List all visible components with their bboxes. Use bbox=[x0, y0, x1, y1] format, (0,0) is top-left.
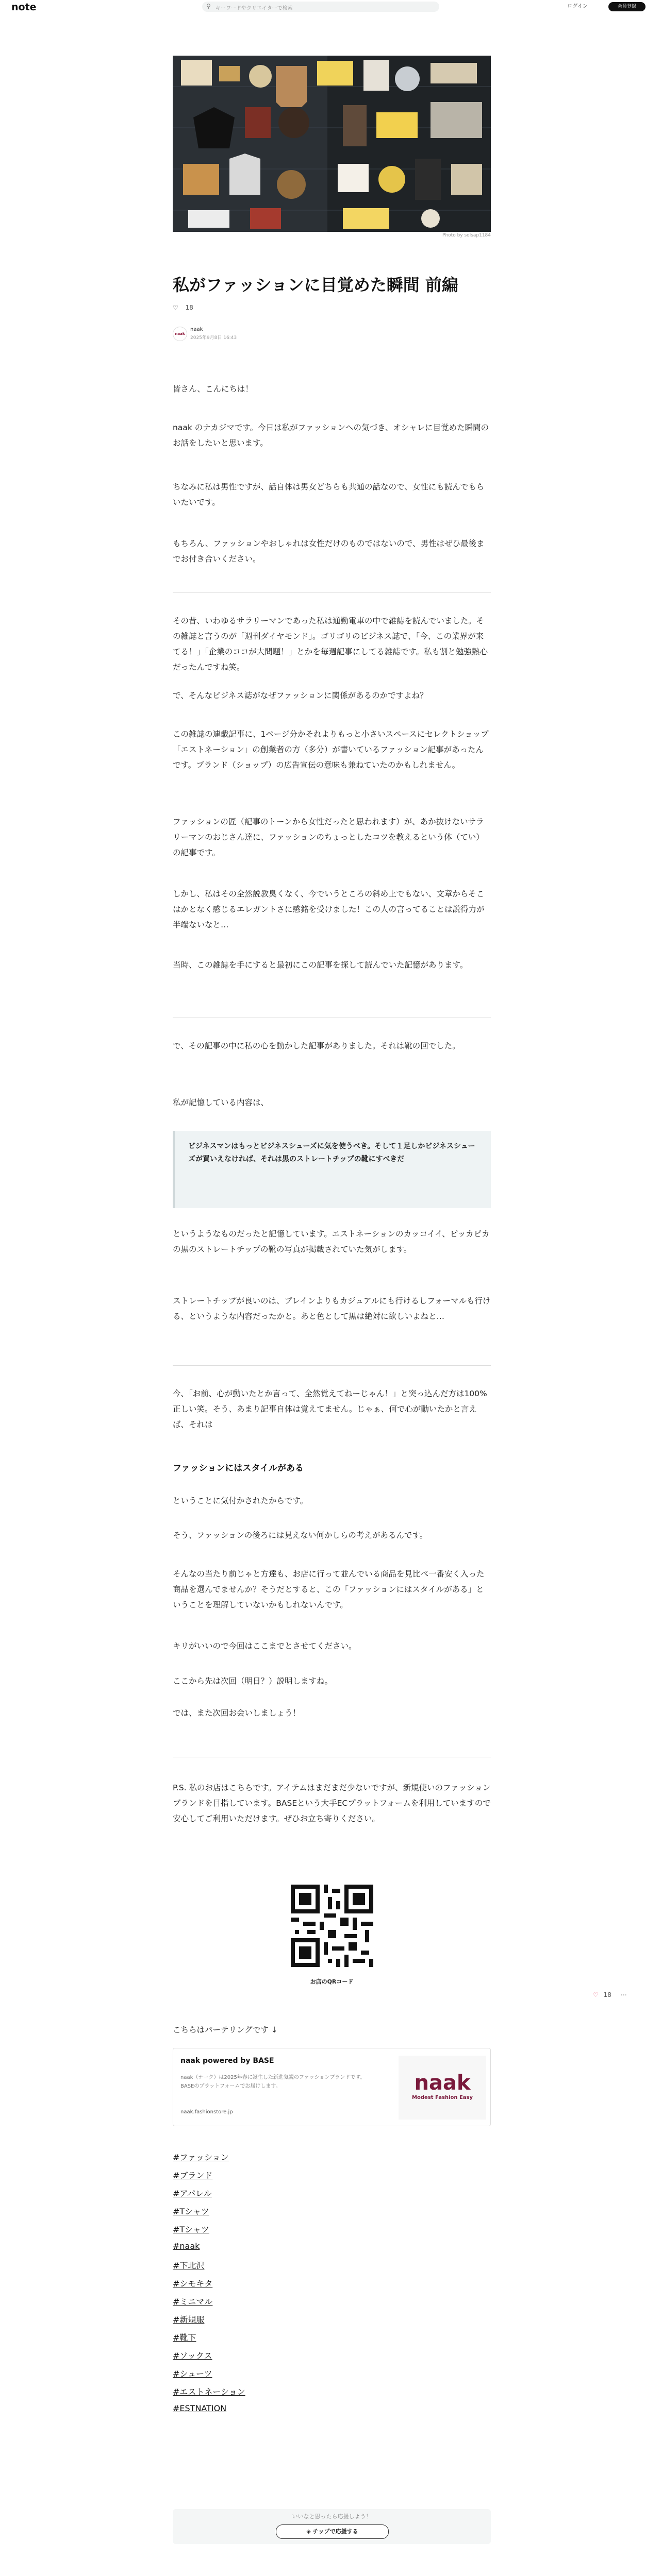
qr-caption: お店のQRコード bbox=[310, 1978, 354, 1985]
note-logo[interactable]: note bbox=[11, 2, 37, 13]
paragraph: そんなの当たり前じゃと方達も、お店に行って並んでいる商品を見比べ一番安く入った商品を選んでませんか？そうだとすると、この「ファッションにはスタイルがある」ということを理解していないかもしれないんです。 bbox=[173, 1569, 485, 1609]
paragraph: 私が記憶している内容は、 bbox=[173, 1098, 269, 1107]
qr-code-icon bbox=[287, 1880, 377, 1971]
heart-icon[interactable]: ♡ bbox=[173, 304, 178, 311]
naak-logo bbox=[399, 2056, 486, 2120]
paragraph: その昔、いわゆるサラリーマンであった私は通勤電車の中で雑誌を読んでいました。その雑誌と言うのが「週刊ダイヤモンド」。ゴリゴリのビジネス誌で、「今、この業界が来てる！」「企業のココが大問題！」とかを毎週記事にしてる雑誌です。私も割と勉強熱心だったんですね笑。 bbox=[173, 616, 488, 672]
tip-button[interactable] bbox=[276, 2524, 389, 2539]
paragraph: もちろん、ファッションやおしゃれは女性だけのものではないので、男性はぜひ最後までお付き合いください。 bbox=[173, 539, 485, 564]
hashtag-link[interactable]: #下北沢 bbox=[173, 2261, 205, 2270]
signup-button[interactable]: 会員登録 bbox=[608, 2, 646, 11]
tip-button-label: チップで応援する bbox=[312, 2528, 358, 2535]
paragraph: ここから先は次回（明日？）説明しますね。 bbox=[173, 1676, 333, 1686]
support-box bbox=[173, 2509, 491, 2544]
hashtag-link[interactable]: #ESTNATION bbox=[173, 2403, 227, 2413]
divider bbox=[173, 592, 491, 593]
shop-qr-code bbox=[287, 1880, 377, 1971]
photo-credit: Photo by solsap1184 bbox=[442, 233, 491, 238]
hashtag-link[interactable]: #エストネーション bbox=[173, 2387, 245, 2397]
like-count: 18 bbox=[185, 304, 193, 311]
hashtag-link[interactable]: #ミニマル bbox=[173, 2297, 213, 2307]
paragraph: というようなものだったと記憶しています。エストネーションのカッコイイ、ピッカピカの黒のストレートチップの靴の写真が掲載されていた気がします。 bbox=[173, 1229, 490, 1254]
paragraph: ストレートチップが良いのは、ブレインよりもカジュアルにも行けるしフォーマルも行ける、というような内容だったかと。あと色として黒は絶対に欲しいよねと… bbox=[173, 1296, 491, 1321]
paragraph: で、その記事の中に私の心を動かした記事がありました。それは靴の回でした。 bbox=[173, 1041, 460, 1050]
tip-icon: ◈ bbox=[306, 2528, 311, 2535]
floating-heart-icon[interactable]: ♡ bbox=[593, 1991, 599, 1998]
publish-date: 2025年9月8日 16:43 bbox=[190, 335, 237, 341]
author-name[interactable]: naak bbox=[190, 327, 203, 332]
search-bar[interactable] bbox=[202, 2, 439, 12]
paragraph: ということに気付かされたからです。 bbox=[173, 1496, 308, 1505]
like-summary bbox=[173, 304, 193, 311]
hashtag-link[interactable]: #ブランド bbox=[173, 2171, 213, 2180]
site-header bbox=[0, 0, 662, 13]
paragraph: naak のナカジマです。今日は私がファッションへの気づき、オシャレに目覚めた瞬間のお話をしたいと思います。 bbox=[173, 423, 489, 448]
paragraph: 当時、この雑誌を手にすると最初にこの記事を探して読んでいた記憶があります。 bbox=[173, 960, 468, 970]
paragraph: ファッションの匠（記事のトーンから女性だったと思われます）が、あか抜けないサラリーマンのおじさん達に、ファッションのちょっとしたコツを教えるという体（てい）の記事です。 bbox=[173, 817, 484, 857]
support-lead: いいなと思ったら応援しよう！ bbox=[292, 2513, 372, 2520]
hashtag-link[interactable]: #Tシャツ bbox=[173, 2225, 209, 2234]
hashtag-link[interactable]: #靴下 bbox=[173, 2333, 196, 2343]
article-title: 私がファッションに目覚めた瞬間 前編 bbox=[173, 275, 458, 295]
hero-image bbox=[173, 56, 491, 232]
card-description: naak（ナーク）は2025年春に誕生した新進気鋭のファッションブランドです。BASEのプラットフォームでお届けします。 bbox=[180, 2075, 366, 2089]
section-heading: ファッションにはスタイルがある bbox=[173, 1463, 304, 1473]
paragraph: こちらはパーテリングです ↓ bbox=[173, 2025, 278, 2035]
paragraph: では、また次回お会いしましょう！ bbox=[173, 1708, 301, 1718]
floating-more-icon[interactable]: ⋯ bbox=[620, 1991, 627, 1998]
hashtag-link[interactable]: #ファッション bbox=[173, 2153, 229, 2162]
card-url: naak.fashionstore.jp bbox=[180, 2109, 233, 2115]
hashtag-link[interactable]: #シモキタ bbox=[173, 2279, 213, 2289]
hashtag-link[interactable]: #naak bbox=[173, 2241, 200, 2251]
logo-text: naak bbox=[414, 2071, 471, 2095]
hashtag-link[interactable]: #新規服 bbox=[173, 2315, 205, 2325]
paragraph: そう、ファッションの後ろには見えない何かしらの考えがあるんです。 bbox=[173, 1531, 428, 1540]
paragraph: ちなみに私は男性ですが、話自体は男女どちらも共通の話なので、女性にも読んでもらいたいです。 bbox=[173, 482, 485, 507]
paragraph: この雑誌の連載記事に、1ページ分かそれよりもっと小さいスペースにセレクトショップ「エストネーション」の創業者の方（多分）が書いているファッション記事があったんです。ブランド（ショップ）の広告宣伝の意味も兼ねていたのかもしれません。 bbox=[173, 730, 489, 770]
paragraph: キリがいいので今回はここまでとさせてください。 bbox=[173, 1641, 357, 1651]
hashtag-link[interactable]: #ソックス bbox=[173, 2351, 212, 2361]
author-avatar[interactable]: naak bbox=[173, 327, 187, 341]
paragraph: しかし、私はその全然説教臭くなく、今でいうところの斜め上でもない、文章からそこはかとなく感じるエレガントさに感銘を受けました！この人の言ってることは説得力が半端ないなと… bbox=[173, 889, 485, 929]
search-icon: ⚲ bbox=[206, 3, 211, 10]
paragraph: P.S. 私のお店はこちらです。アイテムはまだまだ少ないですが、新規使いのファッションブランドを目指しています。BASEという大手ECプラットフォームを利用していますので安心してご利用いただけます。ぜひお立ち寄りください。 bbox=[173, 1783, 491, 1823]
hashtag-link[interactable]: #Tシャツ bbox=[173, 2207, 209, 2216]
blockquote: ビジネスマンはもっとビジネスシューズに気を使うべき。そして１足しかビジネスシューズが買いえなければ、それは黒のストレートチップの靴にすべきだ bbox=[173, 1131, 491, 1208]
floating-like-bar bbox=[593, 1991, 650, 2004]
floating-like-count: 18 bbox=[603, 1991, 611, 1998]
hashtag-link[interactable]: #アパレル bbox=[173, 2189, 212, 2198]
logo-subtext: Modest Fashion Easy bbox=[412, 2095, 473, 2100]
search-placeholder: キーワードやクリエイターで検索 bbox=[216, 6, 293, 11]
shop-link-card[interactable] bbox=[173, 2048, 491, 2126]
divider bbox=[173, 1365, 491, 1366]
login-button[interactable]: ログイン bbox=[567, 4, 588, 9]
paragraph: 皆さん、こんにちは！ bbox=[173, 384, 253, 394]
paragraph: で、そんなビジネス誌がなぜファッションに関係があるのかですよね？ bbox=[173, 691, 428, 700]
paragraph: 今、「お前、心が動いたとか言って、全然覚えてねーじゃん！」と突っ込んだ方は100%正しい笑。そう、あまり記事自体は覚えてません。じゃぁ、何で心が動いたかと言えば、それは bbox=[173, 1389, 487, 1429]
hashtag-link[interactable]: #シューツ bbox=[173, 2369, 212, 2379]
card-title: naak powered by BASE bbox=[180, 2057, 274, 2065]
fashion-flatlay-illustration bbox=[173, 56, 491, 232]
